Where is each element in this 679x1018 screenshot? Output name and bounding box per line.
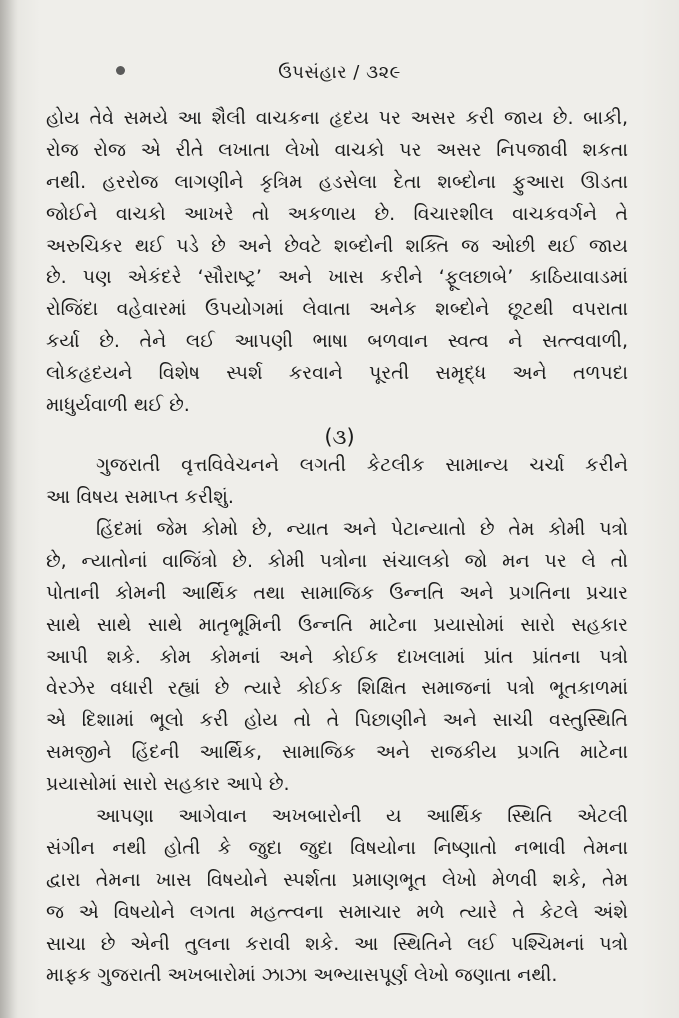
text-line: સાથે સાથે સાથે માતૃભૂમિની ઉન્નતિ માટેના પ્રયાસોમાં સારો સહકાર [46,613,628,636]
text-line: હિંદમાં જેમ કોમો છે, ન્યાત અને પેટાન્યાતો છે તેમ કોમી પત્રો [96,518,628,540]
text-line: રોજિંદા વહેવારમાં ઉપયોગમાં લેવાતા અનેક શબ્દોને છૂટથી વપરાતા [46,298,628,321]
text-line: નથી. હરરોજ લાગણીને કૃત્રિમ હડસેલા દેતા શબ્દોના ફુઆરા ઊડતા [46,170,628,193]
paragraph-3 [46,514,628,801]
text-line: રોજ રોજ એ રીતે લખાતા લેખો વાચકો પર અસર નિપજાવી શકતા [46,138,628,161]
text-line: પ્રયાસોમાં સારો સહકાર આપે છે. [46,773,290,796]
text-line: આપી શકે. કોમ કોમનાં અને કોઈક દાખલામાં પ્રાંત પ્રાંતના પત્રો [46,645,628,668]
text-line: લોકહૃદયને વિશેષ સ્પર્શ કરવાને પૂરતી સમૃદ્ધ અને તળપદા [46,362,628,385]
text-line: સંગીન નથી હોતી કે જુદા જુદા વિષયોના નિષ્ણાતો નભાવી તેમના [46,836,628,859]
text-line: જોઈને વાચકો આખરે તો અકળાય છે. વિચારશીલ વાચકવર્ગને તે [46,202,628,225]
running-header: ઉપસંહાર / ૩૨૯ [278,62,401,83]
text-line: સમજીને હિંદની આર્થિક, સામાજિક અને રાજકીય પ્રગતિ માટેના [46,741,628,764]
text-line: દ્વારા તેમના ખાસ વિષયોને સ્પર્શતા પ્રમાણભૂત લેખો મેળવી શકે, તેમ [46,868,628,891]
section-number: (૩) [324,425,355,449]
text-line: અરુચિકર થઈ પડે છે અને છેવટે શબ્દોની શક્તિ જ ઓછી થઈ જાય [46,234,628,257]
text-line: એ દિશામાં ભૂલો કરી હોય તો તે પિછાણીને અને સાચી વસ્તુસ્થિતિ [46,709,628,732]
text-line: હોય તેવે સમયે આ શૈલી વાચકના હૃદય પર અસર કરી જાય છે. બાકી, [46,107,628,129]
text-line: છે. પણ એકંદરે ‘સૌરાષ્ટ્ર’ અને ખાસ કરીને ‘ફૂલછાબે’ કાઠિયાવાડમાં [46,266,628,289]
text-line: છે, ન્યાતોનાં વાજિંત્રો છે. કોમી પત્રોના સંચાલકો જો મન પર લે તો [46,549,628,572]
text-line: વેરઝેર વધારી રહ્યાં છે ત્યારે કોઈક શિક્ષિત સમાજનાં પત્રો ભૂતકાળમાં [46,677,628,700]
binding-shadow [0,0,18,1018]
text-line: માફક ગુજરાતી અખબારોમાં ઝાઝા અભ્યાસપૂર્ણ લેખો જણાતા નથી. [46,964,558,987]
text-line: માધુર્યવાળી થઈ છે. [46,394,190,417]
text-line: ગુજરાતી વૃત્તવિવેચનને લગતી કેટલીક સામાન્ય ચર્ચા કરીને [96,454,628,476]
text-line: પોતાની કોમની આર્થિક તથા સામાજિક ઉન્નતિ અને પ્રગતિના પ્રચાર [46,581,628,604]
paragraph-1 [46,103,628,422]
text-line: આ વિષય સમાપ્ત કરીશું. [46,485,234,508]
paragraph-2 [46,450,628,514]
text-line: આપણા આગેવાન અખબારોની ય આર્થિક સ્થિતિ એટલી [96,805,628,827]
text-line: કર્યા છે. તેને લઈ આપણી ભાષા બળવાન સ્વત્વ ને સત્ત્વવાળી, [46,330,628,353]
paragraph-4 [46,801,628,992]
text-line: જ એ વિષયોને લગતા મહત્ત્વના સમાચાર મળે ત્યારે તે કેટલે અંશે [46,900,628,923]
text-line: સાચા છે એની તુલના કરાવી શકે. આ સ્થિતિને લઈ પશ્ચિમનાં પત્રો [46,932,628,955]
